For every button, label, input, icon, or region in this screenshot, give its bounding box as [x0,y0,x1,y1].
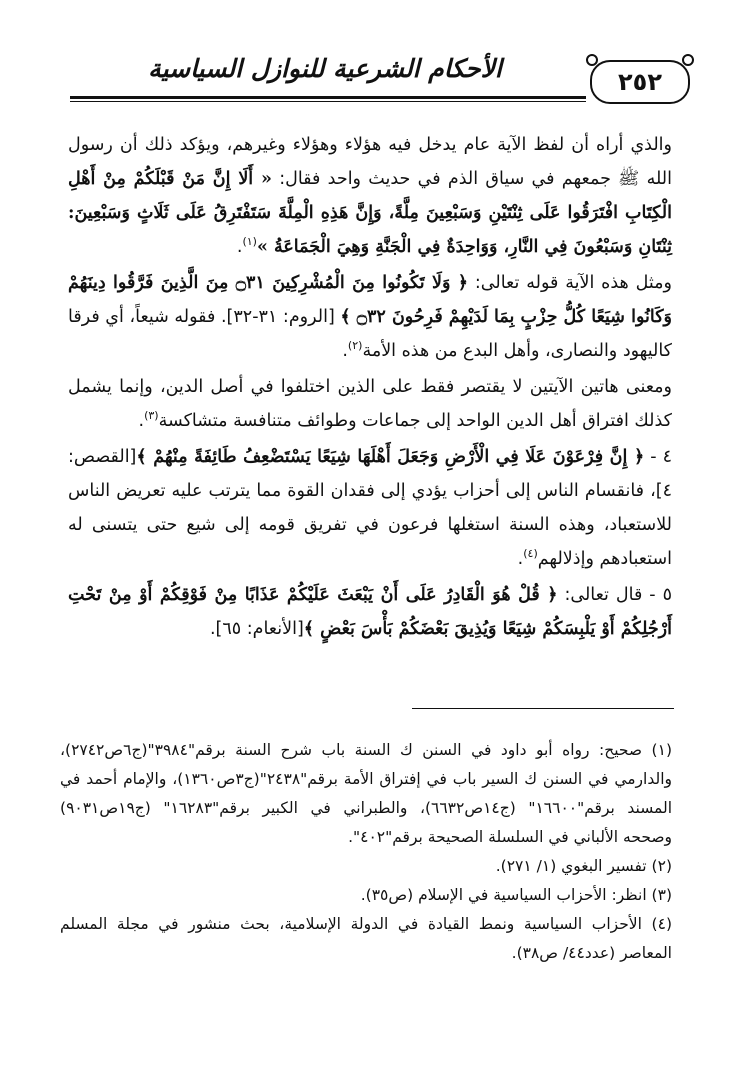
footnote-1: (١) صحيح: رواه أبو داود في السنن ك السنة باب شرح السنة برقم"٣٩٨٤"(ج٦ص٢٧٤٢)، والدارمي في السنن ك السير باب في إفتراق الأمة برقم"٢٤٣٨"(ج٣ص١٣٦٠)، والإمام أحمد في المسند برقم"١٦٦٠٠" (ج١٤ص٦٦٣٢)، والطبراني في الكبير برقم"١٦٢٨٣" (ج١٩ص٩٠٣١) وصححه الألباني في السلسلة الصحيحة برقم"٤٠٢". [60,741,673,846]
running-title: الأحكام الشرعية للنوازل السياسية [148,54,502,83]
paragraph-3-text: ومعنى هاتين الآيتين لا يقتصر فقط على الذين اختلفوا في أصل الدين، وإنما يشمل كذلك افتراق أهل الدين الواحد إلى جماعات وطوائف متنافسة متشاكسة [68,377,672,431]
paragraph-3-end: . [138,411,145,431]
paragraph-4-end: . [517,549,524,569]
footnote-4: (٤) الأحزاب السياسية ونمط القيادة في الدولة الإسلامية، بحث منشور في مجلة المسلم المعاصر (عدد٤٤/ ص٣٨). [60,915,672,962]
paragraph-3 [68,370,672,438]
header-rule [70,96,586,99]
footnote-ref-1[interactable]: (١) [242,235,257,249]
paragraph-2-intro: ومثل هذه الآية قوله تعالى: [468,273,672,293]
footnote-2: (٢) تفسير البغوي (١/ ٢٧١). [495,857,672,875]
item-number-4: ٤ - [644,447,672,467]
paragraph-2-end: . [342,341,348,361]
paragraph-2-text: [الروم: ٣١-٣٢]. فقوله شيعاً، أي فرقا كاليهود والنصارى، وأهل البدع من هذه الأمة [68,307,672,361]
footnote-separator [412,708,674,709]
paragraph-1-end: . [236,237,243,257]
paragraph-5 [68,578,672,646]
hadith-quote: « أَلَا إِنَّ مَنْ قَبْلَكُمْ مِنْ أَهْلِ الْكِتَابِ افْتَرَقُوا عَلَى ثِنْتَيْنِ وَسَبْعِينَ مِلَّةً، وَإِنَّ هَذِهِ الْمِلَّةَ سَتَفْتَرِقُ عَلَى ثَلَاثٍ وَسَبْعِينَ: ثِنْتَانِ وَسَبْعُونَ فِي النَّارِ، وَوَاحِدَةٌ فِي الْجَنَّةِ وَهِيَ الْجَمَاعَةُ » [68,169,672,257]
paragraph-2 [68,266,672,368]
quran-verse-anam: ﴿ قُلْ هُوَ الْقَادِرُ عَلَى أَنْ يَبْعَثَ عَلَيْكُمْ عَذَابًا مِنْ فَوْقِكُمْ أَوْ مِنْ تَحْتِ أَرْجُلِكُمْ أَوْ يَلْبِسَكُمْ شِيَعًا وَيُذِيقَ بَعْضَكُمْ بَأْسَ بَعْضٍ ﴾ [68,585,672,639]
page-header [60,52,690,108]
verse-source-anam: [الأنعام: ٦٥]. [209,619,304,639]
quran-verse-rum: ﴿ وَلَا تَكُونُوا مِنَ الْمُشْرِكِينَ ۝٣١ مِنَ الَّذِينَ فَرَّقُوا دِينَهُمْ وَكَانُوا شِيَعًا كُلُّ حِزْبٍ بِمَا لَدَيْهِمْ فَرِحُونَ ۝٣٢ ﴾ [68,273,672,327]
paragraph-5-intro: ٥ - قال تعالى: [557,585,673,605]
paragraph-4 [68,440,672,576]
paragraph-1-text: والذي أراه أن لفظ الآية عام يدخل فيه هؤلاء وهؤلاء وغيرهم، ويؤكد ذلك أن رسول الله ﷺ جمعهم في سياق الذم في حديث واحد فقال: [68,135,672,189]
footnote-ref-3[interactable]: (٣) [144,409,159,423]
main-text [68,128,672,648]
header-rule-thin [70,101,586,102]
page-number: ٢٥٢ [590,60,690,104]
footnotes [60,736,672,968]
footnote-ref-2[interactable]: (٢) [347,339,363,353]
paragraph-4-text: فانقسام الناس إلى أحزاب يؤدي إلى فقدان القوة مما يترتب عليه تعريض الناس للاستعباد، وهذه السنة استغلها فرعون في تفريق قومه إلى شيع حتى يتسنى له استعبادهم وإذلالهم [68,481,672,569]
footnote-ref-4[interactable]: (٤) [523,547,538,561]
quran-verse-qasas: ﴿ إِنَّ فِرْعَوْنَ عَلَا فِي الْأَرْضِ وَجَعَلَ أَهْلَهَا شِيَعًا يَسْتَضْعِفُ طَائِفَةً مِنْهُمْ ﴾ [136,447,645,467]
paragraph-1 [68,128,672,264]
verse-source-qasas: [القصص: ٤]، [68,447,672,501]
footnote-3: (٣) انظر: الأحزاب السياسية في الإسلام (ص٣٥). [360,886,672,904]
